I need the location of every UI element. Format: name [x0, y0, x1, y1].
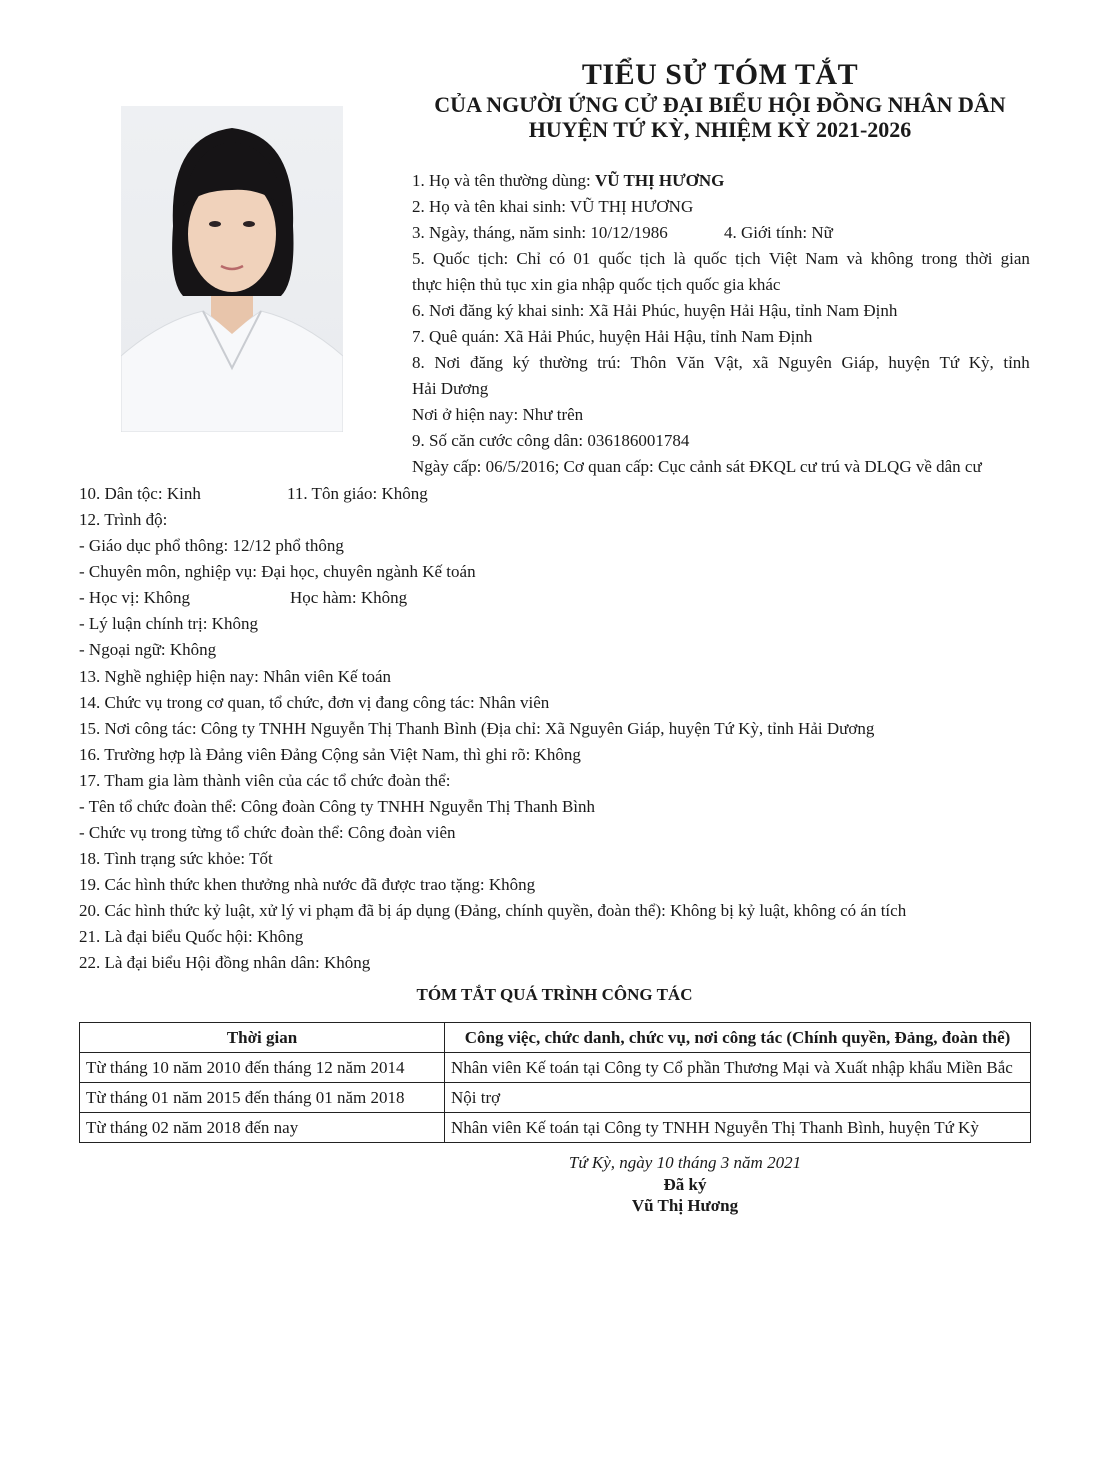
word: 5. — [412, 249, 425, 268]
field-occupation: 13. Nghề nghiệp hiện nay: Nhân viên Kế toán — [79, 667, 392, 686]
signature-place-date: Tứ Kỳ, ngày 10 tháng 3 năm 2021 — [568, 1153, 802, 1172]
word: Việt — [768, 249, 798, 268]
field-general-education: - Giáo dục phổ thông: 12/12 phổ thông — [79, 536, 344, 555]
work-history-title: TÓM TẮT QUÁ TRÌNH CÔNG TÁC — [416, 985, 693, 1004]
word: đăng — [469, 353, 504, 372]
field-birth-registration: 6. Nơi đăng ký khai sinh: Xã Hải Phúc, huyện Hải Hậu, tỉnh Nam Định — [412, 301, 898, 320]
word: có — [549, 249, 566, 268]
table-cell: Nhân viên Kế toán tại Công ty TNHH Nguyễn Thị Thanh Bình, huyện Tứ Kỳ — [445, 1113, 1031, 1143]
word: Quốc — [432, 249, 470, 268]
word: Giáp, — [841, 353, 879, 372]
word: 01 — [573, 249, 591, 268]
word: quốc — [598, 249, 632, 268]
table-cell: Nội trợ — [445, 1083, 1031, 1113]
field-birth-name: 2. Họ và tên khai sinh: VŨ THỊ HƯƠNG — [412, 197, 694, 216]
field-workplace: 15. Nơi công tác: Công ty TNHH Nguyễn Thị Thanh Bình (Địa chỉ: Xã Nguyên Giáp, huyện Tứ Kỳ, tỉnh Hải Dương — [79, 719, 875, 738]
portrait-photo — [121, 106, 343, 432]
field-academic-title: Học hàm: Không — [290, 588, 408, 607]
field-common-name — [412, 168, 724, 194]
word: Nam — [805, 249, 839, 268]
field-hometown: 7. Quê quán: Xã Hải Phúc, huyện Hải Hậu, tỉnh Nam Định — [412, 327, 813, 346]
word: tịch: — [477, 249, 509, 268]
field-degree: - Học vị: Không — [79, 588, 190, 607]
word: xã — [752, 353, 769, 372]
field-awards: 19. Các hình thức khen thưởng nhà nước đã được trao tặng: Không — [79, 875, 536, 894]
table-cell: Từ tháng 02 năm 2018 đến nay — [80, 1113, 445, 1143]
word: 8. — [412, 353, 425, 372]
word: huyện — [888, 353, 930, 372]
table-row — [80, 1083, 1031, 1113]
word: thời — [965, 249, 993, 268]
field-common-name-label: 1. Họ và tên thường dùng: — [412, 171, 591, 190]
word: và — [846, 249, 863, 268]
table-header-cell: Thời gian — [80, 1023, 445, 1053]
table-row — [80, 1113, 1031, 1143]
table-header-cell: Công việc, chức danh, chức vụ, nơi công tác (Chính quyền, Đảng, đoàn thể) — [445, 1023, 1031, 1053]
word: Văn — [676, 353, 705, 372]
field-citizen-id: 9. Số căn cước công dân: 036186001784 — [412, 431, 690, 450]
field-health: 18. Tình trạng sức khỏe: Tốt — [79, 849, 273, 868]
table-cell: Nhân viên Kế toán tại Công ty Cổ phần Thương Mại và Xuất nhập khẩu Miền Bắc — [445, 1053, 1031, 1083]
table-header-row — [80, 1023, 1031, 1053]
word: Vật, — [713, 353, 743, 372]
field-current-residence: Nơi ở hiện nay: Như trên — [412, 405, 584, 424]
table-cell: Từ tháng 01 năm 2015 đến tháng 01 năm 2018 — [80, 1083, 445, 1113]
signature-status: Đã ký — [663, 1175, 707, 1194]
word: là — [673, 249, 686, 268]
field-organization-name: - Tên tổ chức đoàn thể: Công đoàn Công ty TNHH Nguyễn Thị Thanh Bình — [79, 797, 596, 816]
word: tịch — [735, 249, 761, 268]
field-organization-role: - Chức vụ trong từng tổ chức đoàn thể: Công đoàn viên — [79, 823, 456, 842]
field-nationality-line1 — [412, 246, 1030, 272]
field-political-theory: - Lý luận chính trị: Không — [79, 614, 258, 633]
field-party-member: 16. Trường hợp là Đảng viên Đảng Cộng sản Việt Nam, thì ghi rõ: Không — [79, 745, 581, 764]
word: Nguyên — [778, 353, 832, 372]
work-history-table — [79, 1022, 1031, 1143]
word: trú: — [597, 353, 621, 372]
field-nationality-line2: thực hiện thủ tục xin gia nhập quốc tịch quốc gia khác — [412, 275, 781, 294]
word: Kỳ, — [968, 353, 994, 372]
document-title-block — [400, 58, 1040, 142]
document-subtitle-2: HUYỆN TỨ KỲ, NHIỆM KỲ 2021-2026 — [528, 117, 912, 142]
word: gian — [1000, 249, 1030, 268]
table-cell: Từ tháng 10 năm 2010 đến tháng 12 năm 2014 — [80, 1053, 445, 1083]
word: Thôn — [630, 353, 667, 372]
field-discipline: 20. Các hình thức kỷ luật, xử lý vi phạm đã bị áp dụng (Đảng, chính quyền, đoàn thể): Không bị kỷ luật, không có án tích — [79, 901, 907, 920]
word: quốc — [693, 249, 727, 268]
word: tịch — [639, 249, 666, 268]
field-foreign-language: - Ngoại ngữ: Không — [79, 640, 217, 659]
field-profession: - Chuyên môn, nghiệp vụ: Đại học, chuyên ngành Kế toán — [79, 562, 476, 581]
field-religion: 11. Tôn giáo: Không — [287, 484, 428, 503]
field-date-of-birth: 3. Ngày, tháng, năm sinh: 10/12/1986 — [412, 223, 668, 242]
field-position: 14. Chức vụ trong cơ quan, tổ chức, đơn vị đang công tác: Nhân viên — [79, 693, 550, 712]
field-permanent-residence-line1 — [412, 350, 1030, 376]
field-gender: 4. Giới tính: Nữ — [724, 223, 833, 242]
document-subtitle-1: CỦA NGƯỜI ỨNG CỬ ĐẠI BIỂU HỘI ĐỒNG NHÂN DÂN — [434, 92, 1006, 117]
word: Tứ — [939, 353, 960, 372]
word: Nơi — [434, 353, 461, 372]
field-peoples-council: 22. Là đại biểu Hội đồng nhân dân: Không — [79, 953, 371, 972]
table-row — [80, 1053, 1031, 1083]
field-national-assembly: 21. Là đại biểu Quốc hội: Không — [79, 927, 304, 946]
field-common-name-value: VŨ THỊ HƯƠNG — [595, 171, 725, 190]
word: ký — [512, 353, 530, 372]
word: trong — [921, 249, 958, 268]
signature-name: Vũ Thị Hương — [631, 1196, 739, 1215]
field-permanent-residence-line2: Hải Dương — [412, 379, 489, 398]
word: không — [870, 249, 914, 268]
word: tỉnh — [1003, 353, 1030, 372]
word: thường — [539, 353, 588, 372]
field-ethnicity: 10. Dân tộc: Kinh — [79, 484, 201, 503]
word: Chỉ — [516, 249, 541, 268]
field-id-issue: Ngày cấp: 06/5/2016; Cơ quan cấp: Cục cảnh sát ĐKQL cư trú và DLQG về dân cư — [412, 457, 982, 476]
field-education-heading: 12. Trình độ: — [79, 510, 168, 529]
document-title: TIỂU SỬ TÓM TẮT — [581, 58, 859, 91]
field-organizations-heading: 17. Tham gia làm thành viên của các tổ chức đoàn thể: — [79, 771, 451, 790]
